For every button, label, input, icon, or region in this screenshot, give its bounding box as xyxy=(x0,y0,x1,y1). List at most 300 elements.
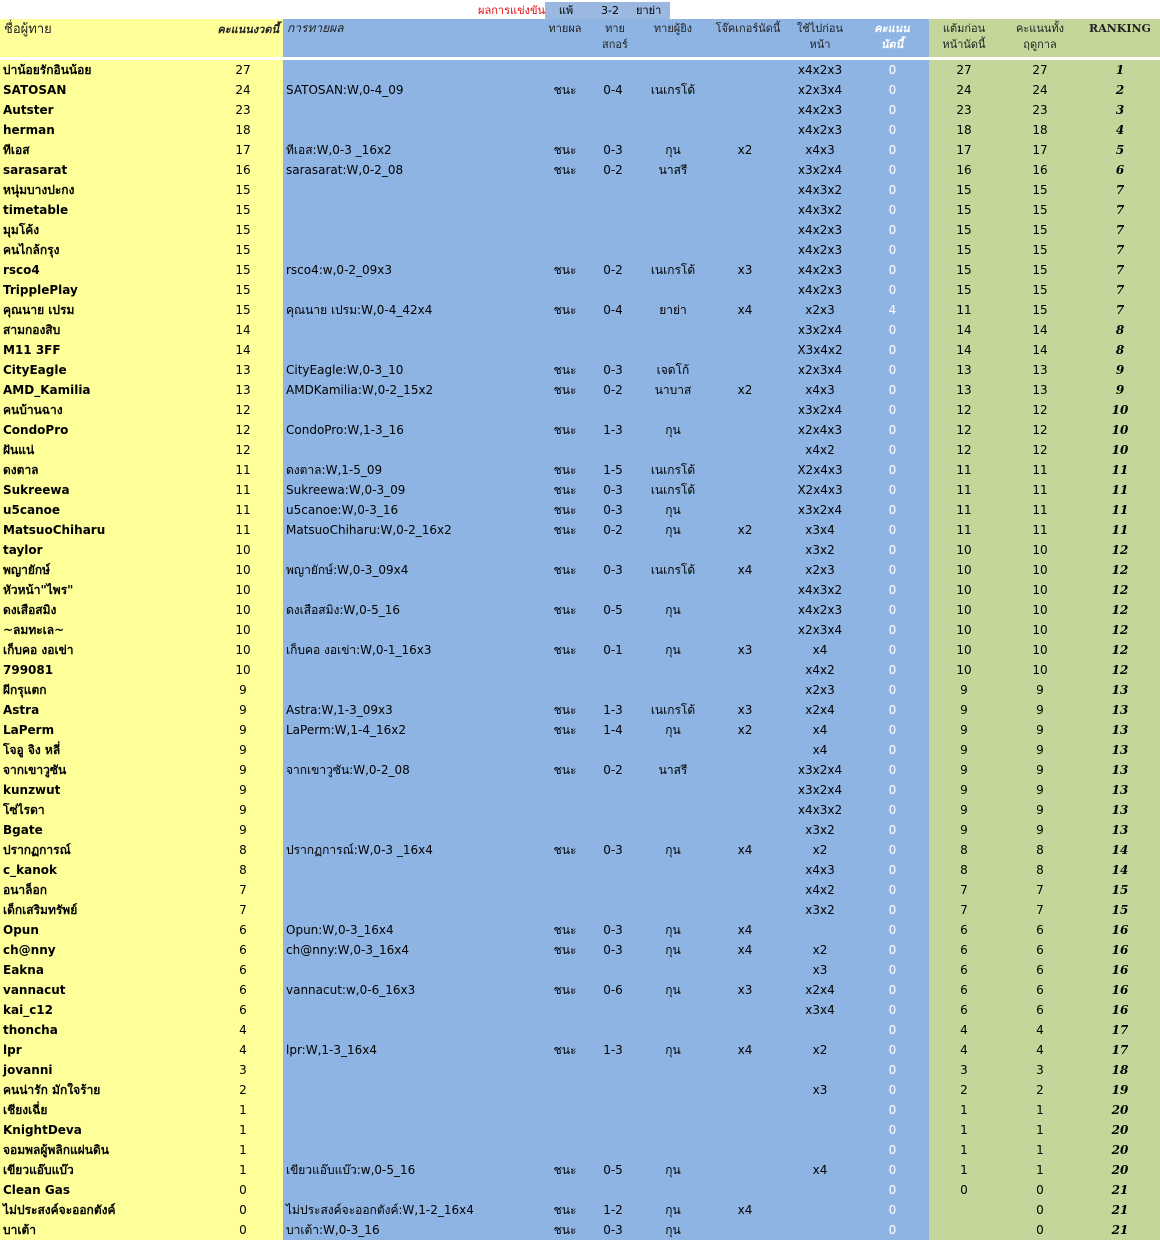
season-points: 0 xyxy=(1036,1223,1044,1237)
jokers-used-before xyxy=(790,1180,850,1200)
predicted-result: ชนะ xyxy=(553,263,577,277)
jokers-used-before xyxy=(790,920,850,940)
prediction-text xyxy=(286,100,541,120)
points-before-match: 11 xyxy=(956,503,972,517)
season-points: 1 xyxy=(1036,1123,1044,1137)
jokers-used-before: x4x2x3 xyxy=(797,263,843,277)
season-points: 15 xyxy=(1032,263,1048,277)
predicted-result: ชนะ xyxy=(553,1203,577,1217)
predicted-scorer: นาสรี xyxy=(658,163,688,177)
season-points: 10 xyxy=(1032,563,1048,577)
match-points: 0 xyxy=(888,743,897,757)
match-points: 0 xyxy=(888,163,897,177)
predicted-scorer xyxy=(643,860,703,880)
points-before-match: 11 xyxy=(956,523,972,537)
ranking: 20 xyxy=(1111,1143,1129,1157)
jokers-used-before: x3x2x4 xyxy=(797,763,843,777)
prediction-text xyxy=(286,1080,541,1100)
season-points: 11 xyxy=(1032,503,1048,517)
player-name: SATOSAN xyxy=(3,83,67,97)
season-points: 6 xyxy=(1036,1003,1044,1017)
prediction-text xyxy=(286,240,541,260)
prediction-text xyxy=(286,280,541,300)
player-name: AMD_Kamilia xyxy=(3,383,91,397)
predicted-scorer xyxy=(643,180,703,200)
points-before-match: 6 xyxy=(960,963,968,977)
predicted-score xyxy=(595,740,631,760)
prediction-text xyxy=(286,120,541,140)
jokers-used-before: x4x3x2 xyxy=(797,583,843,597)
week-score: 24 xyxy=(235,83,251,97)
predicted-score xyxy=(595,440,631,460)
player-name: หนุ่มบางปะกง xyxy=(3,183,75,197)
table-row xyxy=(0,320,1160,340)
jokers-used-before: x2x3x4 xyxy=(797,623,843,637)
prediction-text xyxy=(286,900,541,920)
table-row xyxy=(0,580,1160,600)
season-points: 15 xyxy=(1032,223,1048,237)
match-points: 0 xyxy=(888,243,897,257)
predicted-result: ชนะ xyxy=(553,163,577,177)
week-score: 1 xyxy=(239,1123,247,1137)
season-points: 13 xyxy=(1032,383,1048,397)
predicted-score xyxy=(595,880,631,900)
jokers-used-before: x3x2x4 xyxy=(797,163,843,177)
match-points: 0 xyxy=(888,623,897,637)
player-name: KnightDeva xyxy=(3,1123,82,1137)
week-score: 10 xyxy=(235,603,251,617)
table-row xyxy=(0,1220,1160,1240)
week-score: 9 xyxy=(239,783,247,797)
season-points: 4 xyxy=(1036,1023,1044,1037)
joker-used xyxy=(725,440,765,460)
header-season-line2: ฤดูกาล xyxy=(1023,38,1057,51)
predicted-result: ชนะ xyxy=(553,703,577,717)
predicted-scorer xyxy=(643,440,703,460)
points-before-match: 10 xyxy=(956,663,972,677)
week-score: 1 xyxy=(239,1103,247,1117)
week-score: 14 xyxy=(235,323,251,337)
week-score: 12 xyxy=(235,423,251,437)
week-score: 6 xyxy=(239,1003,247,1017)
joker-used: x3 xyxy=(737,263,753,277)
table-row xyxy=(0,100,1160,120)
jokers-used-before: x4x2 xyxy=(805,443,835,457)
ranking: 19 xyxy=(1111,1083,1129,1097)
predicted-result xyxy=(545,800,585,820)
points-before-match: 11 xyxy=(956,483,972,497)
week-score: 16 xyxy=(235,163,251,177)
predicted-result xyxy=(545,1020,585,1040)
week-score: 1 xyxy=(239,1163,247,1177)
match-points: 0 xyxy=(888,83,897,97)
joker-used xyxy=(725,600,765,620)
season-points: 16 xyxy=(1032,163,1048,177)
ranking: 16 xyxy=(1111,1003,1129,1017)
week-score: 11 xyxy=(235,463,251,477)
points-before-match: 3 xyxy=(960,1063,968,1077)
points-before-match: 0 xyxy=(960,1183,968,1197)
player-name: Eakna xyxy=(3,963,44,977)
prediction-text: lpr:W,1-3_16x4 xyxy=(286,1043,378,1057)
predicted-result xyxy=(545,280,585,300)
predicted-scorer: กุน xyxy=(665,843,681,857)
ranking: 15 xyxy=(1111,903,1129,917)
week-score: 14 xyxy=(235,343,251,357)
predicted-result xyxy=(545,740,585,760)
player-name: timetable xyxy=(3,203,69,217)
table-row xyxy=(0,80,1160,100)
week-score: 10 xyxy=(235,583,251,597)
points-before-match: 15 xyxy=(956,263,972,277)
player-name: Clean Gas xyxy=(3,1183,70,1197)
match-points: 4 xyxy=(888,303,897,317)
joker-used xyxy=(725,320,765,340)
points-before-match: 15 xyxy=(956,203,972,217)
joker-used xyxy=(725,1180,765,1200)
ranking: 14 xyxy=(1111,843,1129,857)
player-name: TripplePlay xyxy=(3,283,78,297)
joker-used xyxy=(725,420,765,440)
predicted-scorer xyxy=(643,120,703,140)
week-score: 3 xyxy=(239,1063,247,1077)
week-score: 15 xyxy=(235,263,251,277)
table-row xyxy=(0,940,1160,960)
table-row xyxy=(0,1020,1160,1040)
predicted-result xyxy=(545,1080,585,1100)
ranking: 11 xyxy=(1111,503,1129,517)
ranking: 13 xyxy=(1111,703,1129,717)
player-name: บ่าน้อยรักอินน้อย xyxy=(3,63,92,77)
predicted-score: 0-2 xyxy=(603,523,623,537)
points-before-match: 11 xyxy=(956,303,972,317)
week-score: 6 xyxy=(239,923,247,937)
prediction-text: จากเขาวูซัน:W,0-2_08 xyxy=(286,763,410,777)
season-points: 7 xyxy=(1036,903,1044,917)
points-before-match: 1 xyxy=(960,1103,968,1117)
prediction-text: ch@nny:W,0-3_16x4 xyxy=(286,943,409,957)
match-points: 0 xyxy=(888,723,897,737)
match-points: 0 xyxy=(888,203,897,217)
predicted-scorer xyxy=(643,1100,703,1120)
prediction-text xyxy=(286,820,541,840)
joker-used xyxy=(725,820,765,840)
week-score: 8 xyxy=(239,863,247,877)
player-name: ~ลมทะเล~ xyxy=(3,623,65,637)
table-row xyxy=(0,1160,1160,1180)
predicted-result: ชนะ xyxy=(553,463,577,477)
prediction-text: vannacut:w,0-6_16x3 xyxy=(286,983,416,997)
ranking: 7 xyxy=(1115,263,1125,277)
match-points: 0 xyxy=(888,1003,897,1017)
player-name: ปรากฏการณ์ xyxy=(3,843,71,857)
predicted-result: ชนะ xyxy=(553,983,577,997)
week-score: 11 xyxy=(235,523,251,537)
jokers-used-before: x2x4x3 xyxy=(797,423,843,437)
prediction-text: rsco4:w,0-2_09x3 xyxy=(286,263,393,277)
week-score: 15 xyxy=(235,223,251,237)
jokers-used-before: x3x2x4 xyxy=(797,783,843,797)
jokers-used-before: x2x4 xyxy=(805,983,835,997)
joker-used: x4 xyxy=(737,1203,753,1217)
joker-used xyxy=(725,200,765,220)
player-name: herman xyxy=(3,123,55,137)
points-before-match: 15 xyxy=(956,283,972,297)
predicted-result: ชนะ xyxy=(553,143,577,157)
jokers-used-before xyxy=(790,1020,850,1040)
week-score: 10 xyxy=(235,643,251,657)
season-points: 9 xyxy=(1036,823,1044,837)
table-row xyxy=(0,780,1160,800)
predicted-score: 0-4 xyxy=(603,83,623,97)
player-name: ผีกรุแตก xyxy=(3,683,47,697)
predicted-score xyxy=(595,800,631,820)
ranking: 20 xyxy=(1111,1123,1129,1137)
predicted-result xyxy=(545,1140,585,1160)
predicted-result xyxy=(545,180,585,200)
header-prev-line1: แต้มก่อน xyxy=(942,22,986,35)
prediction-text xyxy=(286,860,541,880)
predicted-result: ชนะ xyxy=(553,303,577,317)
prediction-text: ทีเอส:W,0-3 _16x2 xyxy=(286,143,392,157)
predicted-score xyxy=(595,620,631,640)
match-points: 0 xyxy=(888,1083,897,1097)
season-points: 14 xyxy=(1032,323,1048,337)
table-row xyxy=(0,1060,1160,1080)
predicted-scorer: เนเกรโด้ xyxy=(650,263,696,277)
season-points: 6 xyxy=(1036,983,1044,997)
prediction-text: บาเต้า:W,0-3_16 xyxy=(286,1223,380,1237)
joker-used xyxy=(725,400,765,420)
player-name: Opun xyxy=(3,923,39,937)
predicted-result: ชนะ xyxy=(553,83,577,97)
match-points: 0 xyxy=(888,663,897,677)
jokers-used-before: x4x3 xyxy=(805,143,835,157)
season-points: 12 xyxy=(1032,403,1048,417)
joker-used xyxy=(725,660,765,680)
jokers-used-before: x3x2 xyxy=(805,823,835,837)
table-row xyxy=(0,1200,1160,1220)
header-score-line2: สกอร์ xyxy=(602,38,628,51)
predicted-scorer xyxy=(643,660,703,680)
prediction-text: Astra:W,1-3_09x3 xyxy=(286,703,393,717)
player-name: มุมโค้ง xyxy=(3,223,40,237)
points-before-match: 7 xyxy=(960,903,968,917)
points-before-match: 10 xyxy=(956,563,972,577)
predicted-score xyxy=(595,1060,631,1080)
predicted-scorer xyxy=(643,960,703,980)
jokers-used-before: x4x2x3 xyxy=(797,63,843,77)
prediction-text: LaPerm:W,1-4_16x2 xyxy=(286,723,406,737)
player-name: M11 3FF xyxy=(3,343,61,357)
joker-used xyxy=(725,620,765,640)
season-points: 9 xyxy=(1036,683,1044,697)
season-points: 15 xyxy=(1032,203,1048,217)
jokers-used-before: x4 xyxy=(812,743,828,757)
predicted-score: 0-2 xyxy=(603,383,623,397)
joker-used xyxy=(725,80,765,100)
points-before-match: 10 xyxy=(956,643,972,657)
prediction-text xyxy=(286,580,541,600)
points-before-match: 15 xyxy=(956,243,972,257)
ranking: 20 xyxy=(1111,1163,1129,1177)
jokers-used-before: x4 xyxy=(812,643,828,657)
predicted-scorer xyxy=(643,740,703,760)
table-row xyxy=(0,700,1160,720)
match-points: 0 xyxy=(888,523,897,537)
match-points: 0 xyxy=(888,383,897,397)
ranking-table xyxy=(0,60,1160,1240)
match-points: 0 xyxy=(888,603,897,617)
joker-used: x4 xyxy=(737,1043,753,1057)
week-score: 0 xyxy=(239,1183,247,1197)
week-score: 13 xyxy=(235,363,251,377)
jokers-used-before: X2x4x3 xyxy=(797,483,843,497)
player-name: เก็บคอ งอเข่า xyxy=(3,643,74,657)
ranking: 8 xyxy=(1115,323,1125,337)
predicted-scorer xyxy=(643,320,703,340)
header-standing-section xyxy=(929,19,1160,57)
prediction-text xyxy=(286,400,541,420)
table-row xyxy=(0,220,1160,240)
table-row xyxy=(0,520,1160,540)
player-name: ทีเอส xyxy=(3,143,30,157)
predicted-score xyxy=(595,1120,631,1140)
prediction-text xyxy=(286,1020,541,1040)
match-points: 0 xyxy=(888,263,897,277)
header-score-line1: ทาย xyxy=(605,22,625,35)
prediction-text xyxy=(286,800,541,820)
ranking: 11 xyxy=(1111,483,1129,497)
table-row xyxy=(0,840,1160,860)
table-row xyxy=(0,240,1160,260)
season-points: 10 xyxy=(1032,583,1048,597)
points-before-match: 24 xyxy=(956,83,972,97)
season-points: 11 xyxy=(1032,483,1048,497)
week-score: 9 xyxy=(239,683,247,697)
prediction-text: CondoPro:W,1-3_16 xyxy=(286,423,404,437)
match-points: 0 xyxy=(888,1023,897,1037)
predicted-scorer: กุน xyxy=(665,1043,681,1057)
season-points: 1 xyxy=(1036,1163,1044,1177)
ranking: 16 xyxy=(1111,923,1129,937)
points-before-match: 27 xyxy=(956,63,972,77)
match-points: 0 xyxy=(888,903,897,917)
ranking: 13 xyxy=(1111,763,1129,777)
season-points: 0 xyxy=(1036,1203,1044,1217)
player-name: ch@nny xyxy=(3,943,56,957)
predicted-scorer xyxy=(643,800,703,820)
table-row xyxy=(0,1120,1160,1140)
points-before-match: 14 xyxy=(956,343,972,357)
week-score: 10 xyxy=(235,563,251,577)
table-row xyxy=(0,360,1160,380)
predicted-scorer xyxy=(643,1000,703,1020)
joker-used: x4 xyxy=(737,303,753,317)
jokers-used-before: X3x4x2 xyxy=(797,343,843,357)
points-before-match: 4 xyxy=(960,1043,968,1057)
joker-used xyxy=(725,860,765,880)
ranking: 21 xyxy=(1111,1183,1129,1197)
week-score: 1 xyxy=(239,1143,247,1157)
points-before-match: 10 xyxy=(956,583,972,597)
predicted-result xyxy=(545,400,585,420)
player-name: rsco4 xyxy=(3,263,40,277)
predicted-score: 0-2 xyxy=(603,163,623,177)
ranking: 16 xyxy=(1111,983,1129,997)
jokers-used-before: x2 xyxy=(812,1043,828,1057)
season-points: 14 xyxy=(1032,343,1048,357)
predicted-score xyxy=(595,400,631,420)
predicted-result xyxy=(545,860,585,880)
week-score: 11 xyxy=(235,503,251,517)
week-score: 10 xyxy=(235,623,251,637)
jokers-used-before: x3x2x4 xyxy=(797,503,843,517)
week-score: 15 xyxy=(235,303,251,317)
prediction-text xyxy=(286,320,541,340)
player-name: คนบ้านฉาง xyxy=(3,403,63,417)
ranking: 13 xyxy=(1111,783,1129,797)
table-row xyxy=(0,820,1160,840)
jokers-used-before: x3x2 xyxy=(805,543,835,557)
points-before-match: 10 xyxy=(956,623,972,637)
table-row xyxy=(0,540,1160,560)
table-row xyxy=(0,980,1160,1000)
week-score: 15 xyxy=(235,243,251,257)
prediction-text xyxy=(286,1000,541,1020)
joker-used: x3 xyxy=(737,983,753,997)
season-points: 9 xyxy=(1036,763,1044,777)
predicted-result xyxy=(545,680,585,700)
week-score: 6 xyxy=(239,943,247,957)
player-name: sarasarat xyxy=(3,163,68,177)
jokers-used-before: x3x4 xyxy=(805,523,835,537)
prediction-text xyxy=(286,660,541,680)
predicted-result: ชนะ xyxy=(553,943,577,957)
predicted-scorer: กุน xyxy=(665,143,681,157)
match-points: 0 xyxy=(888,823,897,837)
match-points: 0 xyxy=(888,763,897,777)
points-before-match: 14 xyxy=(956,323,972,337)
prediction-text xyxy=(286,440,541,460)
season-points: 10 xyxy=(1032,643,1048,657)
match-points: 0 xyxy=(888,423,897,437)
joker-used xyxy=(725,1140,765,1160)
week-score: 7 xyxy=(239,903,247,917)
predicted-scorer xyxy=(643,340,703,360)
week-score: 12 xyxy=(235,443,251,457)
match-points: 0 xyxy=(888,863,897,877)
match-points: 0 xyxy=(888,883,897,897)
ranking: 2 xyxy=(1115,83,1125,97)
week-score: 9 xyxy=(239,823,247,837)
predicted-scorer: เจดโก้ xyxy=(656,363,690,377)
player-name: CondoPro xyxy=(3,423,69,437)
player-name: MatsuoChiharu xyxy=(3,523,106,537)
player-name: บาเต้า xyxy=(3,1223,36,1237)
joker-used: x4 xyxy=(737,563,753,577)
predicted-scorer xyxy=(643,240,703,260)
predicted-result xyxy=(545,120,585,140)
season-points: 23 xyxy=(1032,103,1048,117)
joker-used xyxy=(725,1220,765,1240)
match-result-label: ผลการแข่งขัน xyxy=(478,4,545,17)
prediction-text: MatsuoChiharu:W,0-2_16x2 xyxy=(286,523,452,537)
match-points: 0 xyxy=(888,403,897,417)
week-score: 27 xyxy=(235,63,251,77)
points-before-match: 6 xyxy=(960,923,968,937)
jokers-used-before: x4x2x3 xyxy=(797,103,843,117)
